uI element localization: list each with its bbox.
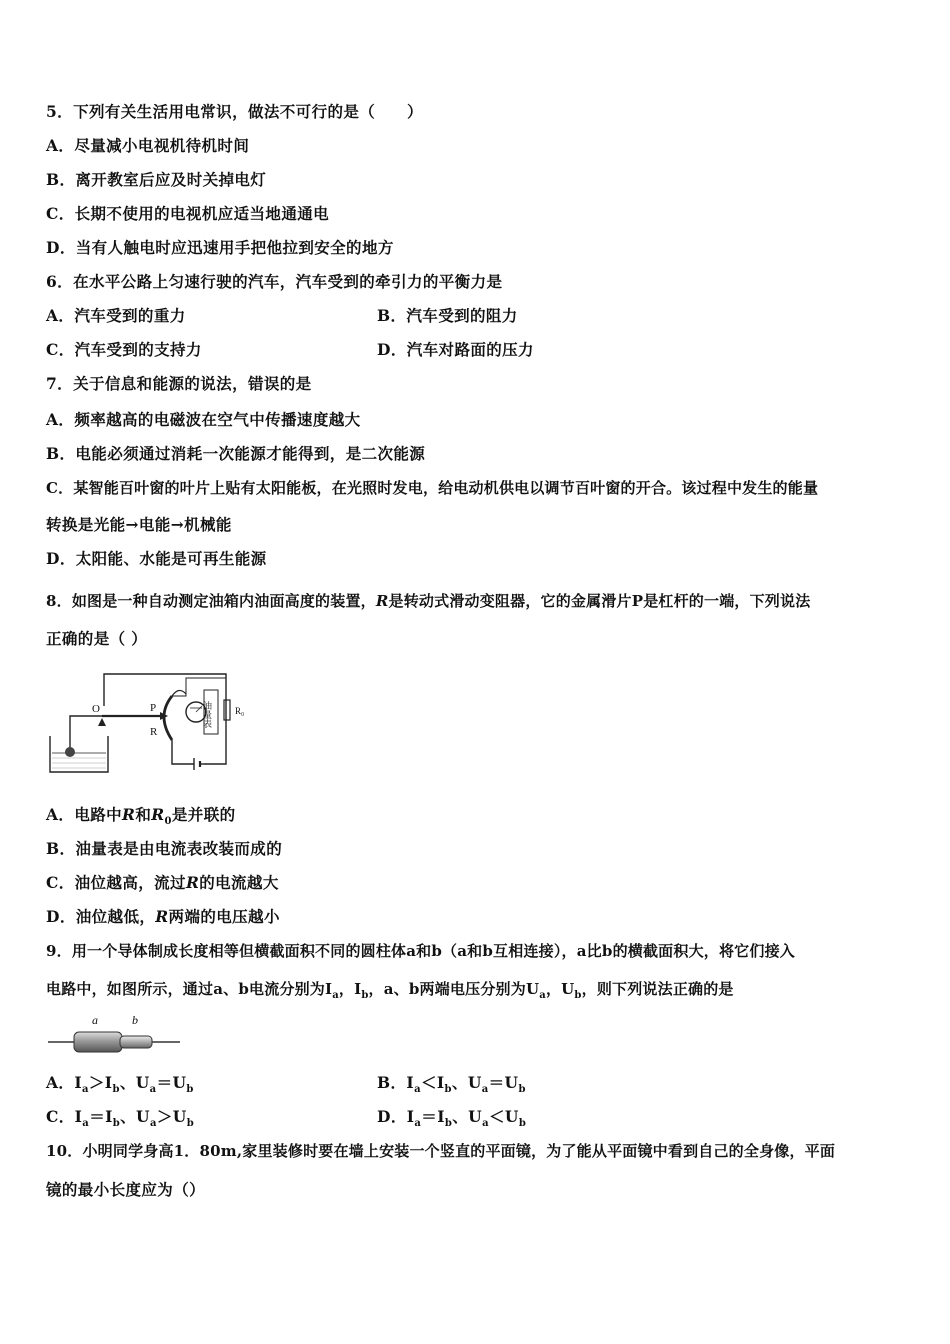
q5-option-b: B．离开教室后应及时关掉电灯: [46, 170, 267, 189]
q8-a-post: 是并联的: [171, 805, 236, 824]
q9-stem-line1: 9．用一个导体制成长度相等但横截面积不同的圆柱体a和b（a和b互相连接），a比b的横截面积大，将它们接入: [46, 942, 795, 960]
cylinder-a: [74, 1032, 122, 1052]
float-arm: [70, 716, 102, 748]
q8-option-a: [46, 803, 236, 827]
q8-stem-r: R: [375, 592, 389, 610]
q8-a-r0: R: [151, 805, 165, 824]
q9-s2-sub4: b: [574, 990, 582, 1001]
q7-option-b: B．电能必须通过消耗一次能源才能得到，是二次能源: [46, 444, 426, 463]
q9-stem-line2: [46, 978, 734, 1001]
q5-option-a: A．尽量减小电视机待机时间: [46, 136, 250, 155]
q9-s2-end: ，则下列说法正确的是: [581, 980, 734, 998]
label-a: a: [92, 1013, 98, 1027]
q9-option-b: B．$I_a<I_b$、$U_a=U_b$: [377, 1073, 526, 1096]
q8-a-sub: 0: [164, 816, 172, 828]
float-ball: [65, 747, 75, 757]
q9-option-c: C．$I_a=I_b$、$U_a>U_b$: [46, 1107, 195, 1130]
q6-option-b: B．汽车受到的阻力: [377, 306, 518, 325]
oil-tank: [50, 736, 108, 772]
q8-a-pre: A．电路中: [46, 805, 123, 824]
q7-option-a: A．频率越高的电磁波在空气中传播速度越大: [46, 410, 361, 429]
q9-s2-sub3: a: [539, 990, 546, 1001]
q8-c-pre: C．油位越高，流过: [46, 873, 186, 892]
fixed-resistor-r0: [224, 700, 230, 720]
q5-stem: 5．下列有关生活用电常识，做法不可行的是（ ）: [46, 102, 423, 121]
q5-option-c: C．长期不使用的电视机应适当地通通电: [46, 204, 330, 223]
label-b: b: [132, 1013, 138, 1027]
q8-option-d: [46, 905, 280, 927]
q8-option-c: [46, 871, 279, 893]
q9-option-a: A．$I_a>I_b$、$U_a=U_b$: [46, 1073, 194, 1096]
label-o: O: [92, 703, 100, 715]
q6-option-a: A．汽车受到的重力: [46, 306, 186, 325]
q8-a-r: R: [122, 805, 136, 824]
q8-stem-pre: 8．如图是一种自动测定油箱内油面高度的装置，: [46, 592, 376, 610]
q7-option-d: D．太阳能、水能是可再生能源: [46, 549, 267, 568]
q9-s2-c: ，a、b两端电压分别为U: [368, 980, 540, 998]
q8-c-post: 的电流越大: [199, 873, 279, 892]
q9-s2-sub2: b: [361, 990, 369, 1001]
q6-option-c: C．汽车受到的支持力: [46, 340, 202, 359]
q7-stem: 7．关于信息和能源的说法，错误的是: [46, 374, 312, 393]
q6-option-d: D．汽车对路面的压力: [377, 340, 534, 359]
q10-stem-line2: 镜的最小长度应为（）: [46, 1180, 206, 1199]
q7-option-c-line1: C．某智能百叶窗的叶片上贴有太阳能板，在光照时发电，给电动机供电以调节百叶窗的开合。该过程中发生的能量: [46, 479, 819, 497]
q6-stem: 6．在水平公路上匀速行驶的汽车，汽车受到的牵引力的平衡力是: [46, 272, 503, 291]
variable-resistor: [164, 696, 172, 740]
circuit-wire-bottom: [172, 740, 194, 764]
q8-c-r: R: [185, 873, 200, 892]
label-r0: R₀: [235, 706, 245, 716]
q8-d-post: 两端的电压越小: [168, 907, 280, 926]
q8-d-pre: D．油位越低，: [46, 907, 156, 926]
q9-s2-sub1: a: [332, 990, 339, 1001]
q9-s2-b: ，I: [338, 980, 362, 998]
q8-a-mid: 和: [135, 805, 152, 824]
q5-option-d: D．当有人触电时应迅速用手把他拉到安全的地方: [46, 238, 394, 257]
q10-stem-line1: 10．小明同学身高1．80m,家里装修时要在墙上安装一个竖直的平面镜，为了能从平面镜中看到自己的全身像，平面: [46, 1142, 836, 1160]
q7-option-c-line2: 转换是光能→电能→机械能: [46, 515, 232, 534]
pivot-icon: [98, 718, 106, 726]
label-r: R: [150, 726, 158, 738]
label-oil-meter: 油量表: [201, 701, 211, 728]
q9-option-d: D．$I_a=I_b$、$U_a<U_b$: [377, 1107, 527, 1130]
q8-stem-line2: 正确的是（ ）: [46, 629, 148, 648]
label-p: P: [150, 702, 157, 714]
q8-d-r: R: [155, 907, 169, 926]
cylinder-b: [120, 1036, 152, 1048]
q8-stem-line1: [46, 590, 810, 611]
oil-gauge-diagram: [44, 668, 254, 778]
conductor-diagram: [46, 1012, 186, 1062]
q8-option-b: B．油量表是由电流表改装而成的: [46, 839, 283, 858]
q8-stem-post: 是转动式滑动变阻器，它的金属滑片P是杠杆的一端，下列说法: [388, 592, 811, 610]
q9-s2-d: ，U: [545, 980, 575, 998]
q9-s2-a: 电路中，如图所示，通过a、b电流分别为I: [46, 980, 333, 998]
